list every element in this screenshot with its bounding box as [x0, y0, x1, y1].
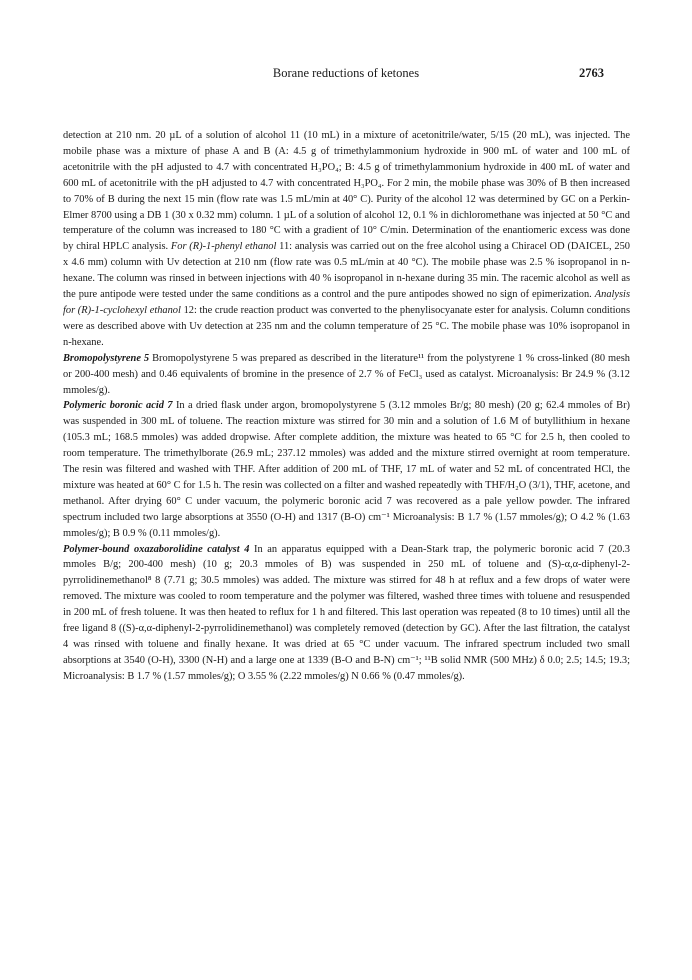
- section-heading: Polymer-bound oxazaborolidine catalyst 4: [63, 543, 250, 555]
- paragraph-text: 11: analysis was carried out on the free alcohol using a Chiracel OD (DAICEL, 250 x 4.6 mm) column with Uv detection at 210 nm (flow rate was 0.5 mL/min at 40 °C). The mobile phase was 2.5 % isopropanol in n-hexane. The column was rinsed in between injections with 40 % isopropanol in n-hexane during 35 min. The racemic alcohol as well as the pure antipode were tested under the same conditions as a control and the pure antipodes showed no sign of epimerization.: [63, 241, 630, 301]
- italic-inline-heading: For (R)-1-phenyl ethanol: [170, 241, 277, 253]
- running-title: Borane reductions of ketones: [272, 66, 420, 80]
- paragraph-text: In an apparatus equipped with a Dean-Stark trap, the polymeric boronic acid 7 (20.3 mmoles B/g; 200-400 mesh) (10 g; 20.3 mmoles of B) was suspended in 250 mL of toluene and (S)-α,α-diphenyl-2-pyrrolidinemethanol⁸ 8 (7.71 g; 30.5 mmoles) was added. The mixture was stirred for 48 h at reflux and a few drops of water were removed. The mixture was cooled to room temperature and the polymer was filtered, washed three times with toluene and resuspended in 200 mL of fresh toluene. It was then heated to reflux for 1 h and filtered. This last operation was repeated (8 to 10 times) until all the free ligand 8 ((S)-α,α-diphenyl-2-pyrrolidinemethanol) was completely removed (detection by GC). After the last filtration, the catalyst 4 was rinsed with toluene and finally hexane. It was dried at 65 °C under vacuum. The infrared spectrum included two small absorptions at 3540 (O-H), 3300 (N-H) and a large one at 1339 (B-O and B-N) cm⁻¹; ¹¹B solid NMR (500 MHz) δ 0.0; 2.5; 14.5; 19.3; Microanalysis: B 1.7 % (1.57 mmoles/g); O 3.55 % (2.22 mmoles/g) N 0.66 % (0.47 mmoles/g).: [63, 543, 631, 682]
- paragraph-text: Bromopolystyrene 5 was prepared as described in the literature¹¹ from the polystyrene 1 % cross-linked (80 mesh or 200-400 mesh) and 0.46 equivalents of bromine in the presence of 2.7 % of FeCl₃ used as catalyst. Microanalysis: Br 24.9 % (3.12 mmoles/g).: [63, 352, 630, 396]
- body-text: [63, 128, 630, 685]
- paragraph-bromopolystyrene: [63, 351, 630, 399]
- section-heading: Bromopolystyrene 5: [63, 352, 150, 364]
- running-header: [0, 66, 692, 86]
- section-heading: Polymeric boronic acid 7: [63, 400, 173, 412]
- paragraph-text: In a dried flask under argon, bromopolystyrene 5 (3.12 mmoles Br/g; 80 mesh) (20 g; 62.4 mmoles of Br) was suspended in 300 mL of toluene. The reaction mixture was stirred for 30 min and a solution of 1.6 M of butyllithium in hexane (105.3 mL; 168.5 mmoles) was added dropwise. After complete addition, the mixture was heated to 65 °C for 2.5 h, then cooled to room temperature. The trimethylborate (26.9 mL; 237.12 mmoles) was added and the mixture stirred overnight at room temperature. The resin was filtered and washed with THF. After addition of 200 mL of THF, 17 mL of water and 52 mL of concentrated HCl, the mixture was heated at 60° C for 1.5 h. The resin was collected on a filter and washed repeatedly with THF/H₂O (3/1), THF, acetone, and methanol. After drying 60° C under vacuum, the polymeric boronic acid 7 was recovered as a pale yellow powder. The infrared spectrum included two large absorptions at 3550 (O-H) and 1317 (B-O) cm⁻¹ Microanalysis: B 1.7 % (1.57 mmoles/g); O 4.2 % (1.63 mmoles/g); B 0.9 % (0.11 mmoles/g).: [63, 400, 631, 539]
- paragraph-boronic-acid: [63, 398, 630, 541]
- paragraph-hplc-analysis: [63, 128, 630, 351]
- paragraph-text: detection at 210 nm. 20 µL of a solution of alcohol 11 (10 mL) in a mixture of acetonitrile/water, 5/15 (20 mL), was injected. The mobile phase was a mixture of phase A and B (A: 4.5 g of trimethylammonium hydroxide in 900 mL of water and 100 mL of acetonitrile with the pH adjusted to 4.7 with concentrated H₃PO₄; B: 4.5 g of trimethylammonium hydroxide in 400 mL of water and 600 mL of acetonitrile with the pH adjusted to 4.7 with concentrated H₃PO₄. For 2 min, the mobile phase was 30% of B then increased to 70% of B during the next 15 min (flow rate was 1.5 mL/min at 40° C). Purity of the alcohol 12 was determined by GC on a Perkin-Elmer 8700 using a DB 1 (30 x 0.32 mm) column. 1 µL of a solution of alcohol 12, 0.1 % in dichloromethane was injected at 50 °C and temperature of the column was increased to 180 °C with a gradient of 10° C/min. Determination of the enantiomeric excess was done by chiral HPLC analysis.: [63, 130, 630, 253]
- italic-inline-heading: Analysis for (R)-1-cyclohexyl ethanol: [63, 289, 630, 316]
- paragraph-text: 12: the crude reaction product was converted to the phenylisocyanate ester for analysis. Column conditions were as described above with Uv detection at 235 nm and the column temperature of 25 °C. The mobile phase was 10% isopropanol in n-hexane.: [63, 304, 630, 348]
- paragraph-catalyst: [63, 542, 630, 685]
- page-number: 2763: [579, 66, 604, 80]
